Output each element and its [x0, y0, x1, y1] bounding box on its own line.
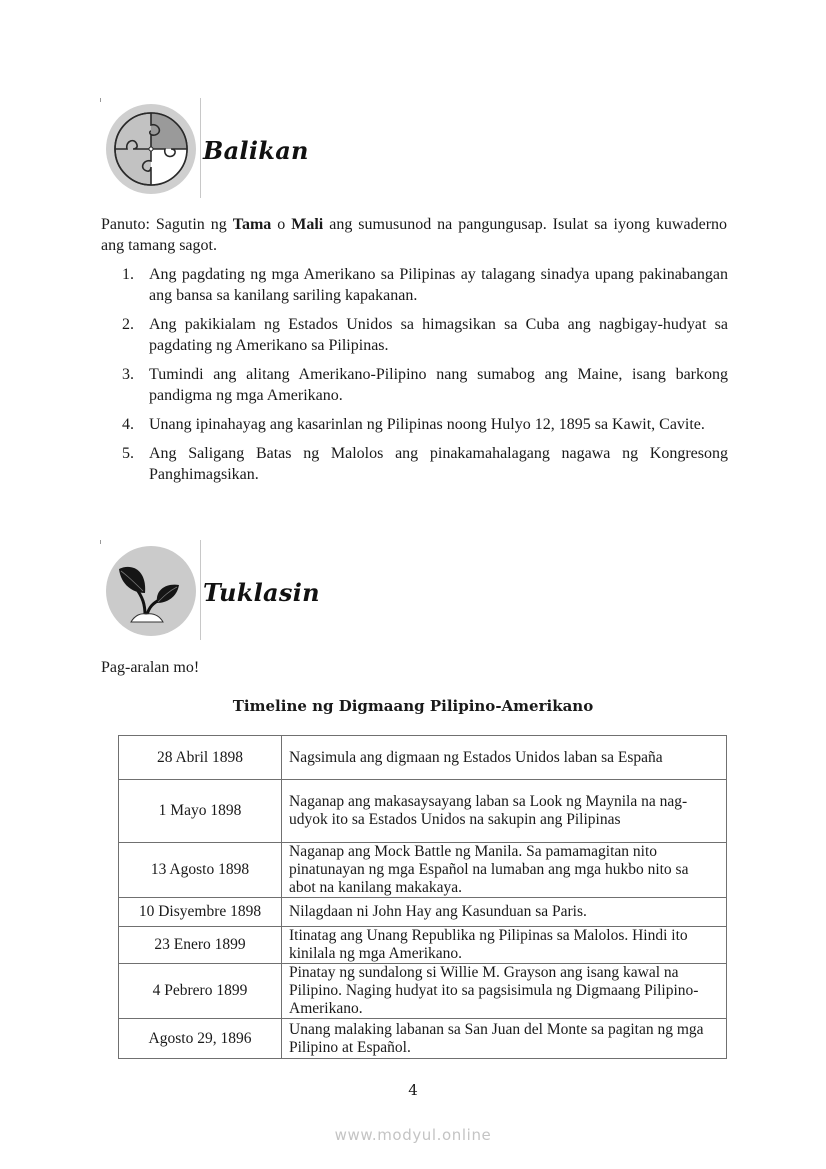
- event-cell: Unang malaking labanan sa San Juan del Monte sa pagitan ng mga Pilipino at Español.: [282, 1019, 727, 1059]
- timeline-table: [118, 735, 727, 1059]
- table-row: [119, 736, 727, 780]
- list-item: 1. Ang pagdating ng mga Amerikano sa Pilipinas ay talagang sinadya upang pakinabangan ang bansa sa kanilang sariling kapakanan.: [122, 266, 728, 304]
- date-cell: 4 Pebrero 1899: [119, 964, 282, 1019]
- table-title: Timeline ng Digmaang Pilipino-Amerikano: [232, 697, 594, 715]
- table-row: [119, 927, 727, 964]
- instruction-text: Panuto: Sagutin ng Tama o Mali ang sumusunod na pangungusap. Isulat sa iyong kuwaderno ang tamang sagot.: [101, 216, 728, 254]
- tuklasin-header: [100, 540, 500, 644]
- event-cell: Pinatay ng sundalong si Willie M. Grayson ang isang kawal na Pilipino. Naging hudyat ito sa pagsisimula ng Digmaang Pilipino-Amerikano.: [282, 964, 727, 1019]
- watermark: www.modyul.online: [334, 1126, 492, 1144]
- bold-mali: Mali: [291, 216, 324, 233]
- corner-mark: [100, 98, 101, 102]
- event-cell: Nilagdaan ni John Hay ang Kasunduan sa Paris.: [282, 898, 727, 927]
- section-title-tuklasin: Tuklasin: [203, 578, 320, 607]
- list-item: 3. Tumindi ang alitang Amerikano-Pilipino nang sumabog ang Maine, isang barkong pandigma ng mga Amerikano.: [122, 366, 728, 404]
- page-number: 4: [408, 1081, 418, 1099]
- table-row: [119, 843, 727, 898]
- event-cell: Naganap ang Mock Battle ng Manila. Sa pamamagitan nito pinatunayan ng mga Español na lumaban ang mga hukbo nito sa abot na kanilang makakaya.: [282, 843, 727, 898]
- date-cell: 10 Disyembre 1898: [119, 898, 282, 927]
- table-row: [119, 964, 727, 1019]
- corner-mark: [100, 540, 101, 544]
- event-cell: Nagsimula ang digmaan ng Estados Unidos laban sa España: [282, 736, 727, 780]
- list-item: 5. Ang Saligang Batas ng Malolos ang pinakamahalagang nagawa ng Kongresong Panghimagsikan.: [122, 445, 728, 483]
- table-row: [119, 780, 727, 843]
- puzzle-icon: [105, 103, 197, 195]
- list-item: 2. Ang pakikialam ng Estados Unidos sa himagsikan sa Cuba ang nagbigay-hudyat sa pagdating ng Amerikano sa Pilipinas.: [122, 316, 728, 354]
- table-row: [119, 898, 727, 927]
- question-list: [122, 264, 728, 493]
- sprout-icon: [105, 545, 197, 637]
- date-cell: Agosto 29, 1896: [119, 1019, 282, 1059]
- list-item: 4. Unang ipinahayag ang kasarinlan ng Pilipinas noong Hulyo 12, 1895 sa Kawit, Cavite.: [122, 416, 705, 433]
- date-cell: 28 Abril 1898: [119, 736, 282, 780]
- section-title-balikan: Balikan: [203, 136, 309, 165]
- header-divider: [200, 540, 201, 640]
- date-cell: 1 Mayo 1898: [119, 780, 282, 843]
- balikan-header: [100, 98, 500, 202]
- event-cell: Naganap ang makasaysayang laban sa Look ng Maynila na nag-udyok ito sa Estados Unidos na sakupin ang Pilipinas: [282, 780, 727, 843]
- header-divider: [200, 98, 201, 198]
- date-cell: 13 Agosto 1898: [119, 843, 282, 898]
- bold-tama: Tama: [232, 216, 272, 233]
- event-cell: Itinatag ang Unang Republika ng Pilipinas sa Malolos. Hindi ito kinilala ng mga Amerikano.: [282, 927, 727, 964]
- date-cell: 23 Enero 1899: [119, 927, 282, 964]
- intro-text: Pag-aralan mo!: [101, 659, 200, 676]
- table-row: [119, 1019, 727, 1059]
